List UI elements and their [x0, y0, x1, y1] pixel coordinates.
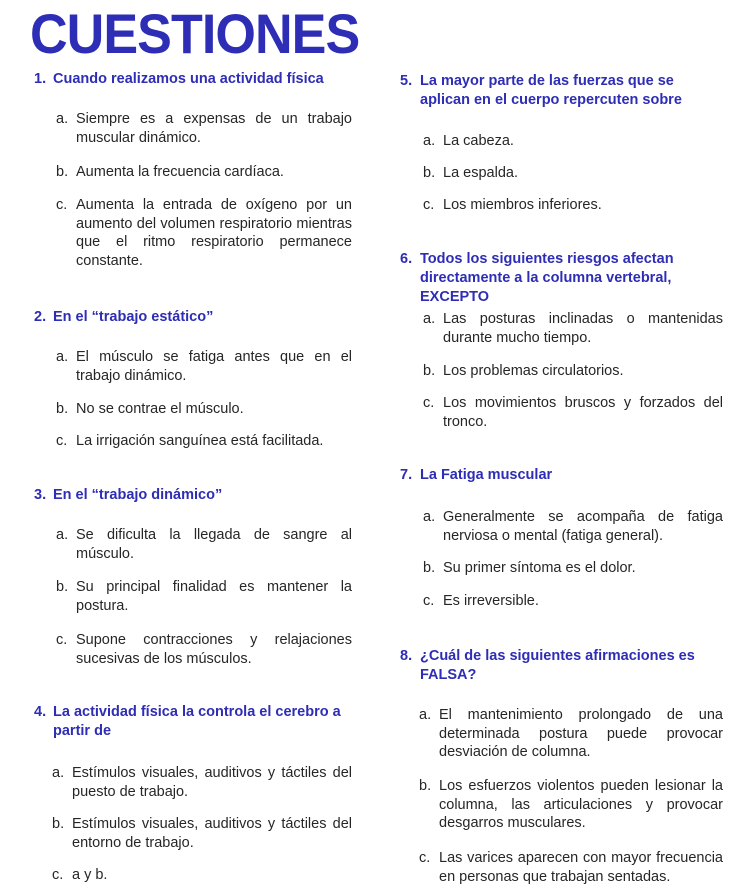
- option-text: La espalda.: [443, 165, 518, 181]
- option-text: La irrigación sanguínea está facilitada.: [76, 433, 324, 449]
- question-number: 6.: [400, 251, 413, 267]
- question-heading: [400, 72, 724, 110]
- option-letter: c.: [419, 850, 431, 866]
- option-1b: [56, 163, 352, 182]
- option-text: La cabeza.: [443, 133, 514, 149]
- option-7a: [423, 508, 723, 545]
- option-6a: [423, 310, 723, 347]
- option-6b: [423, 362, 723, 381]
- option-letter: b.: [52, 816, 65, 832]
- option-text: El mantenimiento prolongado de una determinada postura puede provocar desviación de columna.: [439, 707, 723, 760]
- option-5c: [423, 196, 723, 215]
- option-letter: b.: [419, 778, 432, 794]
- question-6: [400, 250, 724, 307]
- question-5: [400, 72, 724, 110]
- question-7: [400, 466, 724, 485]
- question-heading: [400, 250, 724, 307]
- question-2: [34, 308, 354, 327]
- question-4: [34, 703, 354, 741]
- option-text: Las posturas inclinadas o mantenidas durante mucho tiempo.: [443, 311, 723, 346]
- option-2c: [56, 432, 352, 451]
- option-letter: a.: [52, 765, 65, 781]
- option-text: Es irreversible.: [443, 593, 539, 609]
- option-text: Los miembros inferiores.: [443, 197, 602, 213]
- question-3: [34, 486, 354, 505]
- left-column: [0, 0, 370, 894]
- question-heading: [400, 647, 724, 685]
- option-letter: a.: [56, 349, 69, 365]
- option-2b: [56, 400, 352, 419]
- option-text: Siempre es a expensas de un trabajo muscular dinámico.: [76, 111, 352, 146]
- option-7b: [423, 559, 723, 578]
- option-2a: [56, 348, 352, 385]
- option-letter: c.: [423, 593, 435, 609]
- question-number: 2.: [34, 309, 47, 325]
- option-letter: a.: [423, 311, 436, 327]
- option-text: Las varices aparecen con mayor frecuencia en personas que trabajan sentadas.: [439, 850, 723, 885]
- option-text: Su primer síntoma es el dolor.: [443, 560, 636, 576]
- option-4c: [52, 866, 352, 885]
- question-text: La actividad física la controla el cerebro a partir de: [53, 704, 341, 739]
- option-text: Estímulos visuales, auditivos y táctiles del puesto de trabajo.: [72, 765, 352, 800]
- option-letter: a.: [423, 509, 436, 525]
- option-letter: c.: [56, 197, 68, 213]
- option-4b: [52, 815, 352, 852]
- question-8: [400, 647, 724, 685]
- question-text: Cuando realizamos una actividad física: [53, 71, 324, 87]
- option-letter: a.: [419, 707, 432, 723]
- option-1c: [56, 196, 352, 270]
- option-8b: [419, 777, 723, 833]
- option-text: El músculo se fatiga antes que en el trabajo dinámico.: [76, 349, 352, 384]
- option-letter: b.: [56, 164, 69, 180]
- question-number: 4.: [34, 704, 47, 720]
- option-text: Los movimientos bruscos y forzados del tronco.: [443, 395, 723, 430]
- option-letter: b.: [423, 165, 436, 181]
- option-text: Aumenta la entrada de oxígeno por un aumento del volumen respiratorio mientras que el ritmo respiratorio permanece constante.: [76, 197, 352, 269]
- option-text: No se contrae el músculo.: [76, 401, 244, 417]
- question-text: En el “trabajo dinámico”: [53, 487, 223, 503]
- option-letter: a.: [56, 527, 69, 543]
- option-text: Su principal finalidad es mantener la postura.: [76, 579, 352, 614]
- option-letter: c.: [56, 433, 68, 449]
- question-text: ¿Cuál de las siguientes afirmaciones es FALSA?: [420, 648, 695, 683]
- option-text: a y b.: [72, 867, 108, 883]
- question-heading: [34, 308, 354, 327]
- question-1: [34, 70, 354, 89]
- option-text: Los esfuerzos violentos pueden lesionar la columna, las articulaciones y provocar desgarros musculares.: [439, 778, 723, 831]
- option-text: Estímulos visuales, auditivos y táctiles del entorno de trabajo.: [72, 816, 352, 851]
- question-heading: [34, 486, 354, 505]
- question-text: La mayor parte de las fuerzas que se aplican en el cuerpo repercuten sobre: [420, 73, 682, 108]
- option-8a: [419, 706, 723, 762]
- option-letter: c.: [423, 197, 435, 213]
- option-text: Los problemas circulatorios.: [443, 363, 624, 379]
- question-text: La Fatiga muscular: [420, 467, 553, 483]
- option-6c: [423, 394, 723, 431]
- question-number: 8.: [400, 648, 413, 664]
- question-heading: [400, 466, 724, 485]
- option-5b: [423, 164, 723, 183]
- option-letter: c.: [423, 395, 435, 411]
- page-title: CUESTIONES: [30, 2, 360, 65]
- option-8c: [419, 849, 723, 886]
- question-number: 7.: [400, 467, 413, 483]
- option-letter: b.: [423, 560, 436, 576]
- option-3c: [56, 631, 352, 668]
- option-letter: a.: [56, 111, 69, 127]
- question-number: 5.: [400, 73, 413, 89]
- option-3a: [56, 526, 352, 563]
- question-text: En el “trabajo estático”: [53, 309, 214, 325]
- option-letter: b.: [56, 579, 69, 595]
- option-letter: c.: [56, 632, 68, 648]
- option-text: Supone contracciones y relajaciones sucesivas de los músculos.: [76, 632, 352, 667]
- option-text: Generalmente se acompaña de fatiga nerviosa o mental (fatiga general).: [443, 509, 723, 544]
- option-3b: [56, 578, 352, 615]
- option-text: Se dificulta la llegada de sangre al músculo.: [76, 527, 352, 562]
- question-heading: [34, 703, 354, 741]
- option-letter: b.: [423, 363, 436, 379]
- option-7c: [423, 592, 723, 611]
- option-letter: a.: [423, 133, 436, 149]
- question-heading: [34, 70, 354, 89]
- option-letter: c.: [52, 867, 64, 883]
- option-letter: b.: [56, 401, 69, 417]
- question-number: 3.: [34, 487, 47, 503]
- option-1a: [56, 110, 352, 147]
- option-text: Aumenta la frecuencia cardíaca.: [76, 164, 284, 180]
- question-number: 1.: [34, 71, 47, 87]
- right-column: [375, 0, 750, 894]
- question-text: Todos los siguientes riesgos afectan directamente a la columna vertebral, EXCEPTO: [420, 251, 674, 305]
- option-4a: [52, 764, 352, 801]
- option-5a: [423, 132, 723, 151]
